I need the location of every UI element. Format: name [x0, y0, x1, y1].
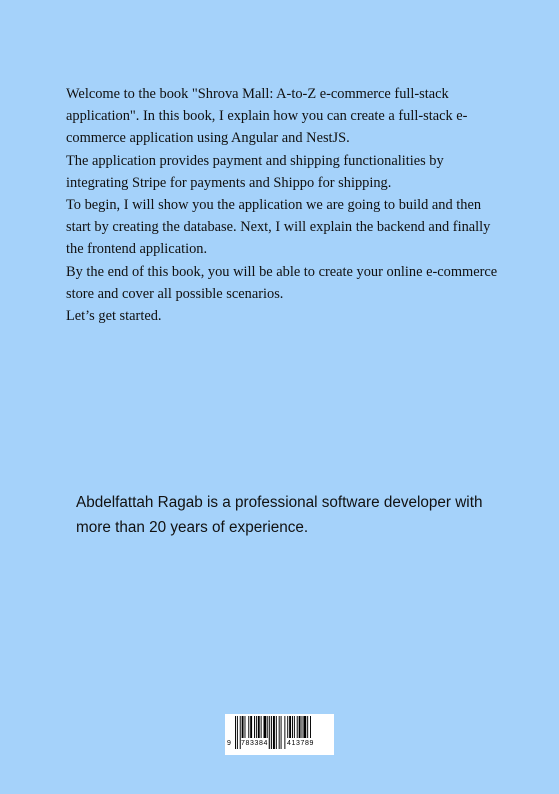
book-description	[66, 83, 498, 327]
description-paragraph: By the end of this book, you will be able to create your online e-commerce store and cover all possible scenarios.	[66, 263, 498, 302]
barcode-lead-digit: 9	[227, 738, 232, 750]
author-bio: Abdelfattah Ragab is a professional software developer with more than 20 years of experience.	[76, 494, 483, 536]
description-paragraph: The application provides payment and shipping functionalities by integrating Stripe for payments and Shippo for shipping.	[66, 152, 444, 191]
description-paragraph: Let’s get started.	[66, 308, 162, 325]
barcode-right-digits: 413789	[287, 738, 314, 750]
description-paragraph: Welcome to the book "Shrova Mall: A-to-Z e-commerce full-stack application". In this book, I explain how you can create a full-stack e-commerce application using Angular and NestJS.	[66, 86, 468, 147]
description-paragraph: To begin, I will show you the application we are going to build and then start by creating the database. Next, I will explain the backend and finally the frontend application.	[66, 197, 491, 258]
isbn-barcode	[225, 714, 334, 755]
barcode-left-digits: 783384	[241, 738, 268, 750]
